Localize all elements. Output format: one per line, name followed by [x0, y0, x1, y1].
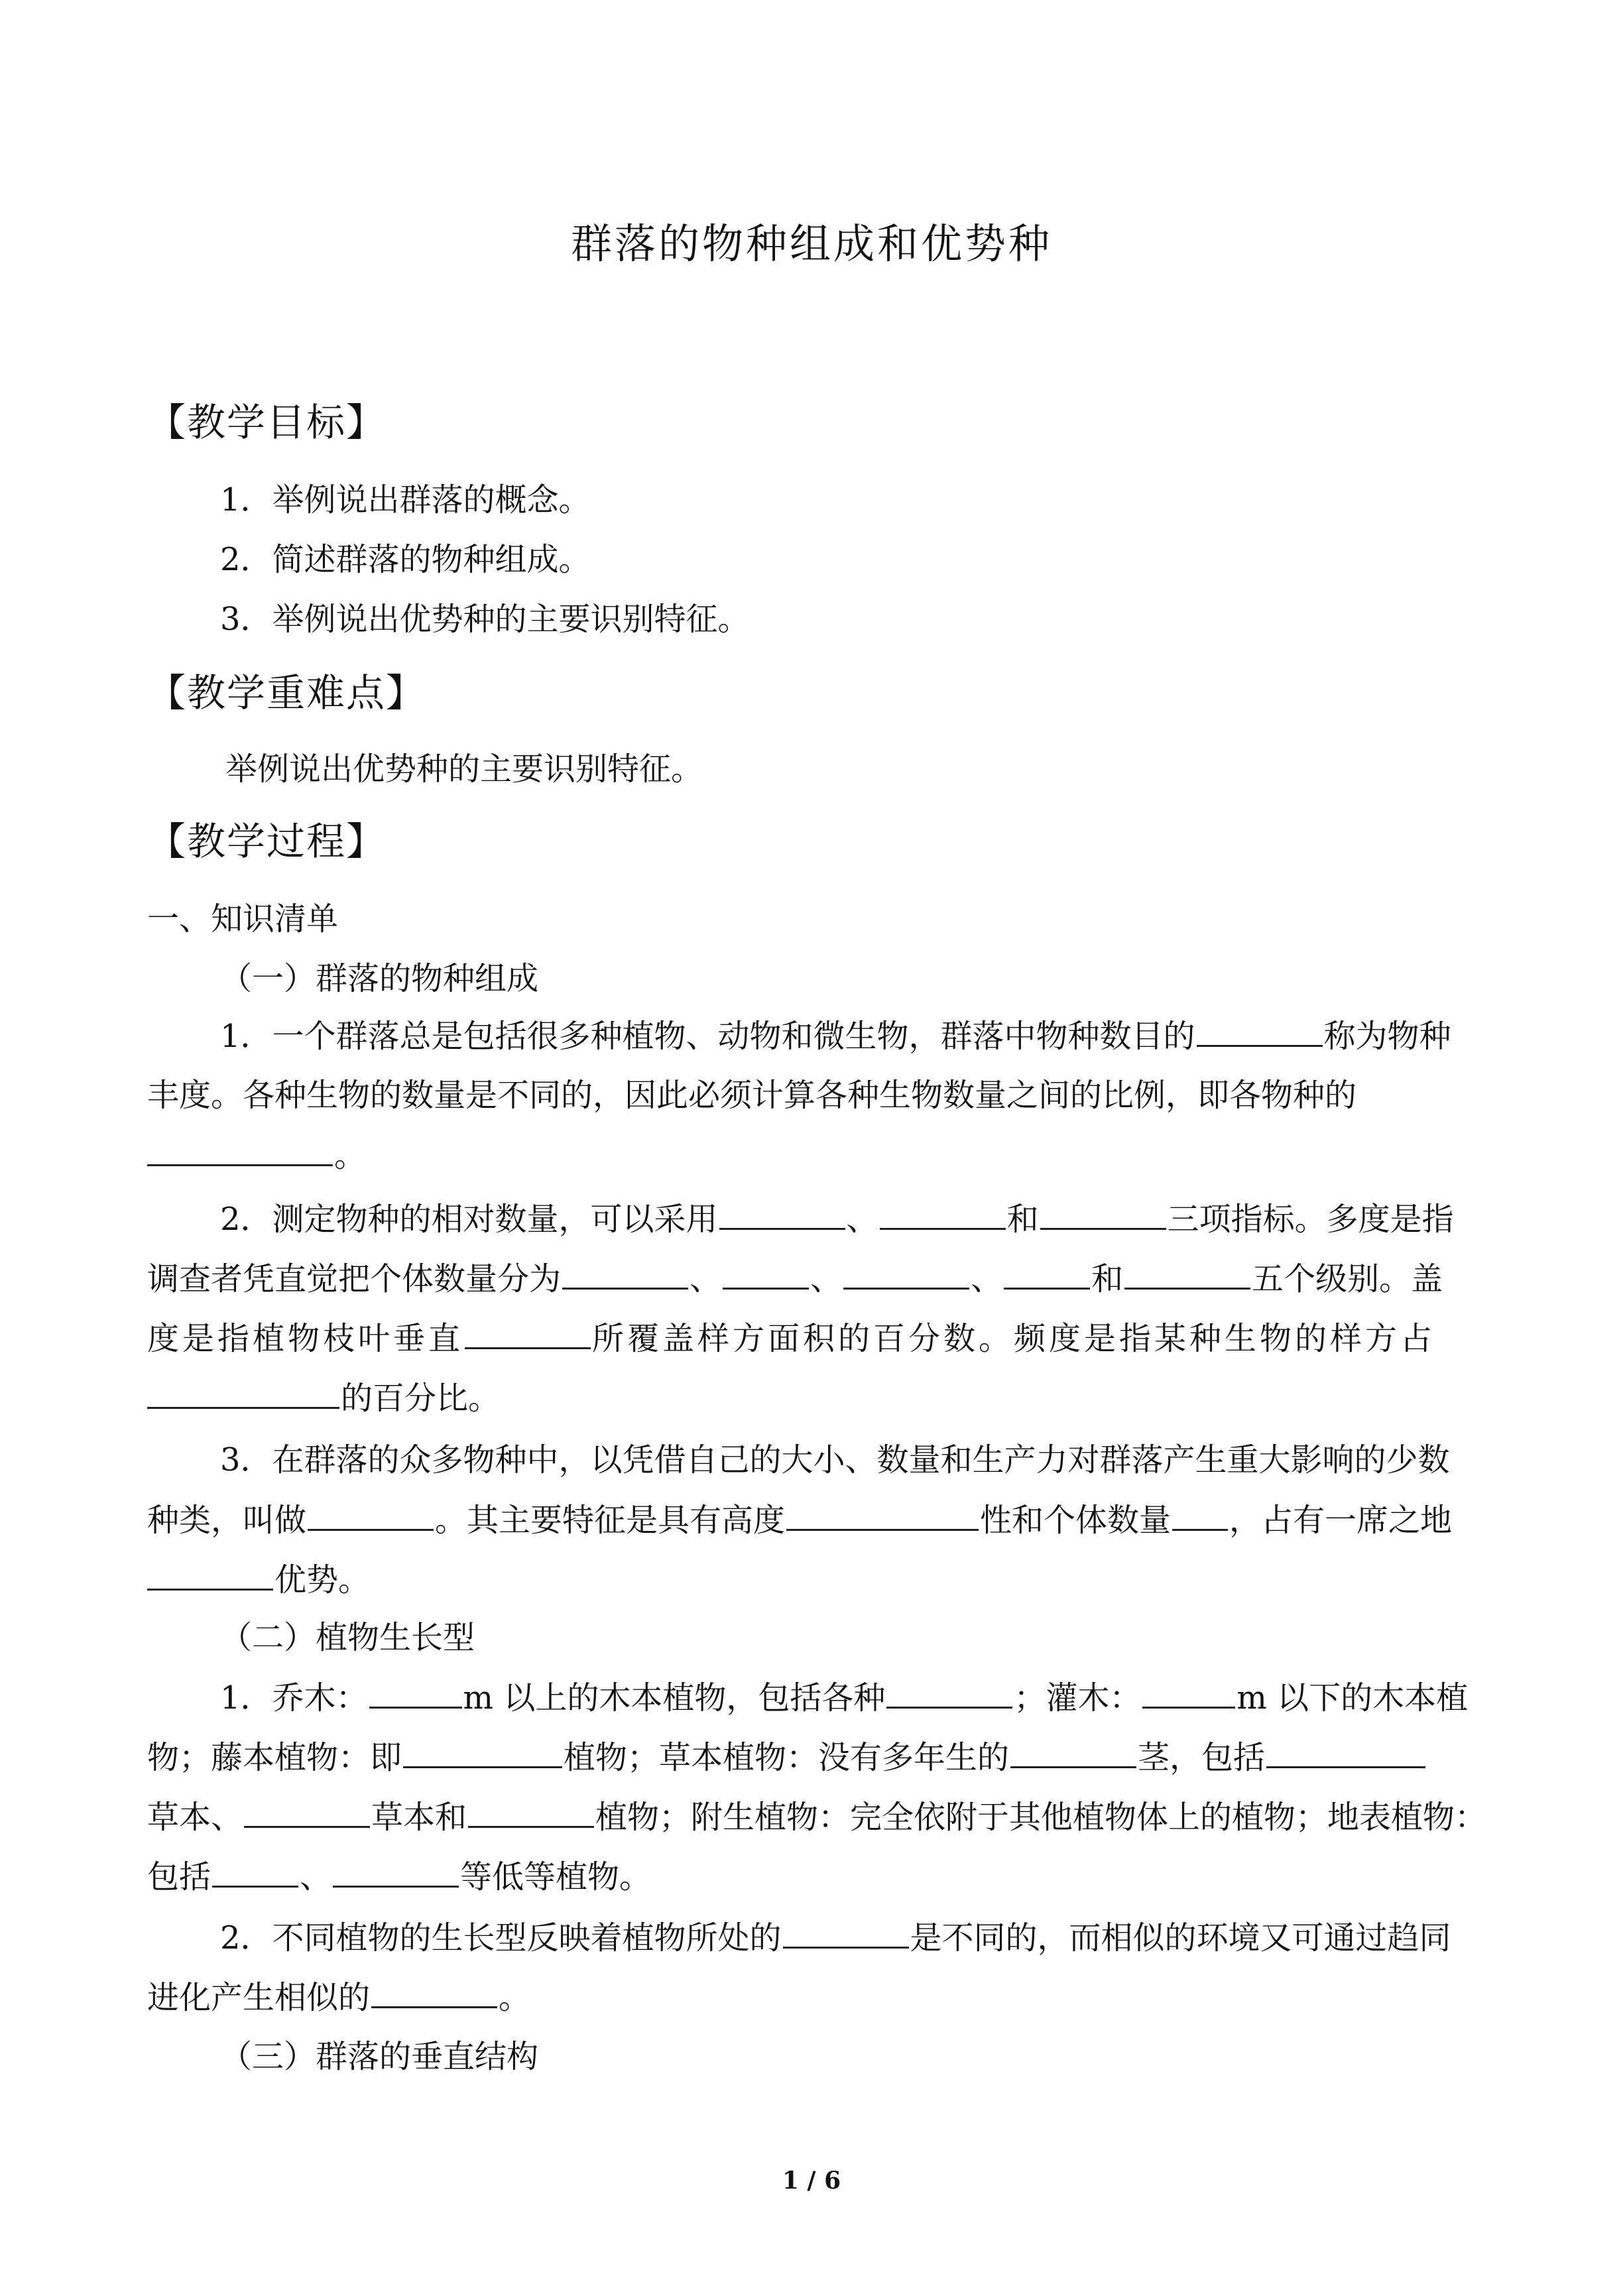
paragraph-line: 的百分比。	[147, 1378, 500, 1418]
fill-blank[interactable]	[147, 1378, 339, 1409]
fill-blank[interactable]	[371, 1977, 497, 2008]
section-heading-objectives: 【教学目标】	[147, 400, 387, 445]
fill-blank[interactable]	[147, 1135, 333, 1166]
page-title: 群落的物种组成和优势种	[570, 219, 1052, 268]
fill-blank[interactable]	[147, 1559, 273, 1591]
fill-blank[interactable]	[843, 1258, 969, 1290]
section-heading-process: 【教学过程】	[147, 819, 387, 864]
fill-blank[interactable]	[308, 1500, 434, 1531]
part-heading: 一、知识清单	[147, 900, 339, 937]
fill-blank[interactable]	[1172, 1500, 1228, 1531]
fill-blank[interactable]	[1004, 1258, 1090, 1290]
paragraph-line: 物；藤本植物：即 植物；草本植物：没有多年生的 茎，包括	[147, 1737, 1427, 1778]
fill-blank[interactable]	[468, 1797, 594, 1828]
paragraph-line: 1．一个群落总是包括很多种植物、动物和微生物，群落中物种数目的 称为物种	[220, 1016, 1451, 1056]
fill-blank[interactable]	[369, 1677, 462, 1709]
fill-blank[interactable]	[465, 1318, 591, 1349]
paragraph-line: 优势。	[147, 1559, 370, 1600]
paragraph-line: 包括 、 等低等植物。	[147, 1856, 651, 1897]
objective-item: 2．简述群落的物种组成。	[220, 541, 591, 578]
key-point-text: 举例说出优势种的主要识别特征。	[225, 751, 703, 788]
paragraph-line: 度是指植物枝叶垂直 所覆盖样方面积的百分数。频度是指某种生物的样方占	[147, 1318, 1435, 1359]
paragraph-line: 2．不同植物的生长型反映着植物所处的 是不同的，而相似的环境又可通过趋同	[220, 1917, 1451, 1958]
page-number: 1 / 6	[782, 2167, 841, 2195]
fill-blank[interactable]	[403, 1737, 562, 1768]
objective-item: 1．举例说出群落的概念。	[220, 481, 591, 518]
paragraph-line: 种类，叫做 。其主要特征是具有高度 性和个体数量 ，占有一席之地	[147, 1500, 1452, 1540]
fill-blank[interactable]	[1266, 1737, 1425, 1768]
paragraph-line: 进化产生相似的 。	[147, 1977, 530, 2018]
paragraph-line: 丰度。各种生物的数量是不同的，因此必须计算各种生物数量之间的比例，即各物种的	[147, 1077, 1357, 1114]
fill-blank[interactable]	[212, 1856, 298, 1888]
paragraph-line: 草本、 草本和 植物；附生植物：完全依附于其他植物体上的植物；地表植物：	[147, 1797, 1486, 1837]
subsection-heading: （一）群落的物种组成	[220, 960, 539, 997]
paragraph-line: 调查者凭直觉把个体数量分为 、 、 、 和 五个级别。盖	[147, 1258, 1443, 1299]
fill-blank[interactable]	[783, 1917, 909, 1949]
fill-blank[interactable]	[244, 1797, 370, 1828]
fill-blank[interactable]	[562, 1258, 688, 1290]
objective-item: 3．举例说出优势种的主要识别特征。	[220, 601, 750, 638]
fill-blank[interactable]	[333, 1856, 459, 1888]
section-heading-key-points: 【教学重难点】	[147, 670, 426, 715]
paragraph-line: 3．在群落的众多物种中，以凭借自己的大小、数量和生产力对群落产生重大影响的少数	[220, 1441, 1450, 1479]
fill-blank[interactable]	[723, 1258, 809, 1290]
fill-blank[interactable]	[1010, 1737, 1136, 1768]
fill-blank[interactable]	[1040, 1199, 1166, 1230]
fill-blank[interactable]	[886, 1677, 1012, 1709]
paragraph-line: 1．乔木： m 以上的木本植物，包括各种 ；灌木： m 以下的木本植	[220, 1677, 1468, 1718]
fill-blank[interactable]	[880, 1199, 1006, 1230]
fill-blank[interactable]	[1124, 1258, 1250, 1290]
subsection-heading: （二）植物生长型	[220, 1619, 475, 1656]
fill-blank[interactable]	[1197, 1016, 1323, 1047]
paragraph-line: 2．测定物种的相对数量，可以采用 、 和 三项指标。多度是指	[220, 1199, 1454, 1239]
fill-blank[interactable]	[1142, 1677, 1235, 1709]
fill-blank[interactable]	[719, 1199, 845, 1230]
paragraph-line: 。	[147, 1135, 366, 1176]
subsection-heading: （三）群落的垂直结构	[220, 2038, 539, 2075]
fill-blank[interactable]	[786, 1500, 979, 1531]
